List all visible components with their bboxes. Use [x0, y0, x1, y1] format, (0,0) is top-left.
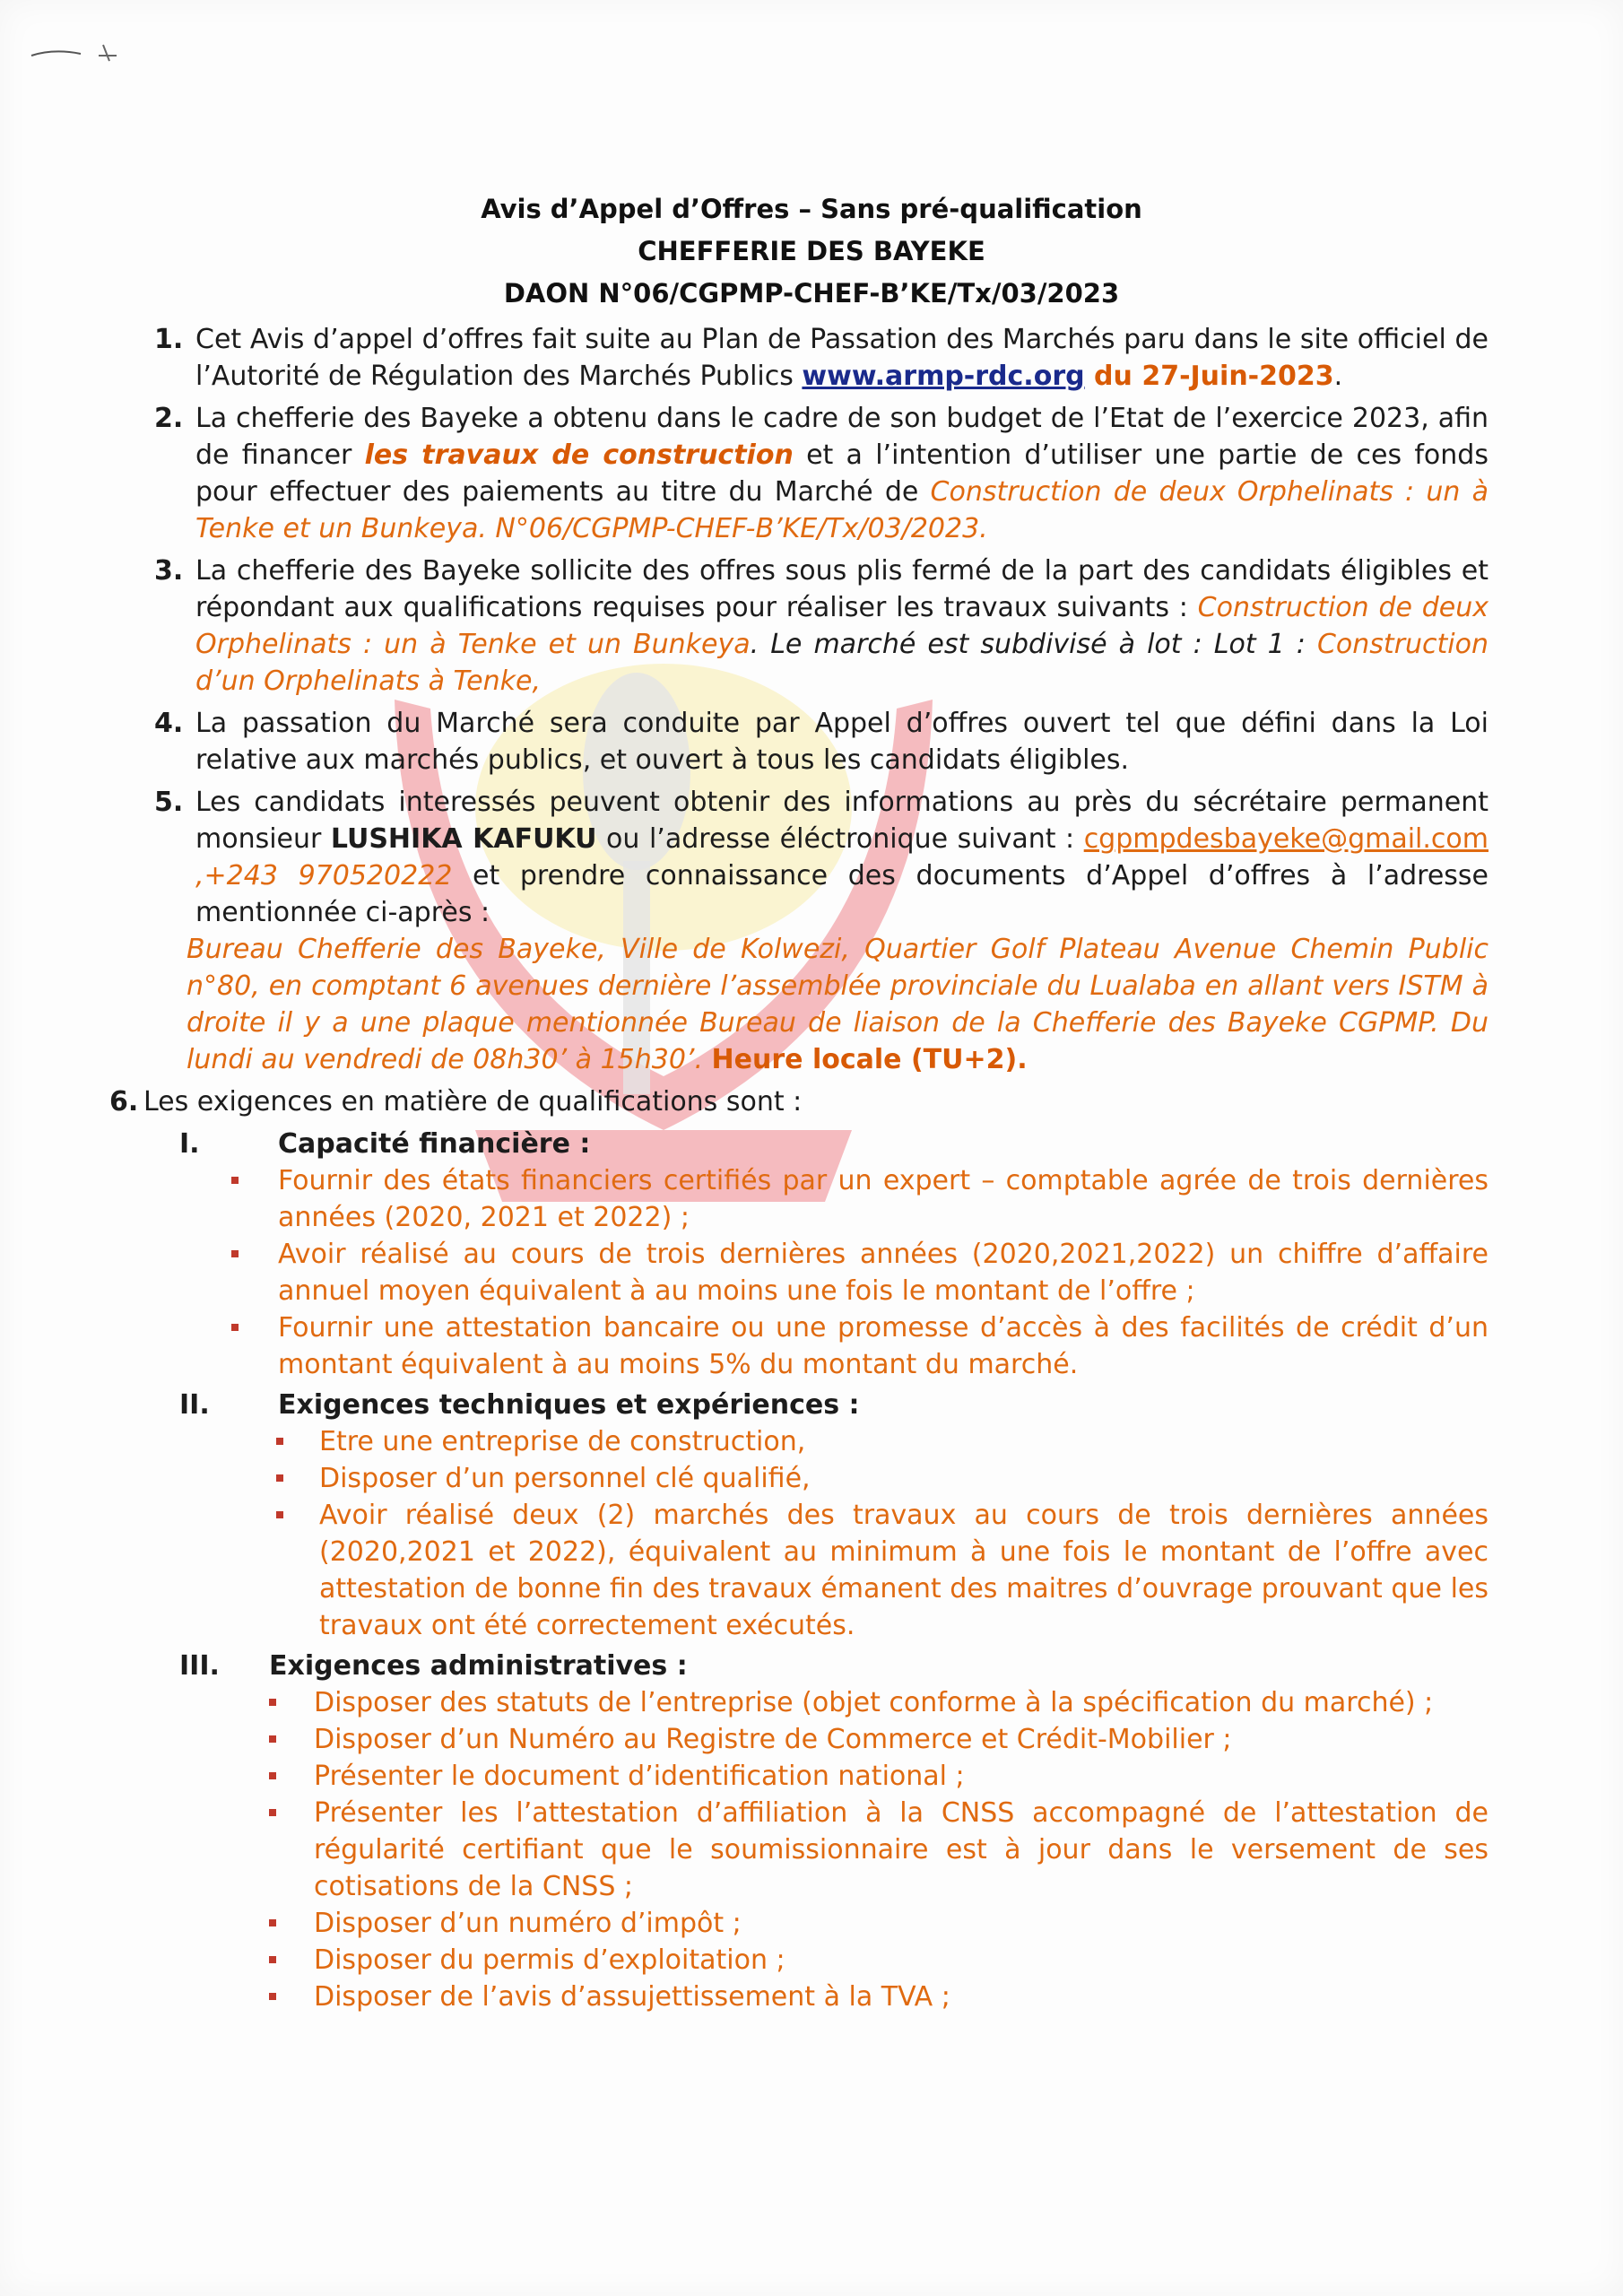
item-text: et a l’intention d’utiliser une partie de ces fonds pour effectuer des paiements au titre du Marché de [195, 439, 1488, 508]
list-item: Présenter le document d’identification national ; [143, 1758, 1488, 1795]
item-text: ou l’adresse éléctronique suivant : [596, 823, 1084, 855]
header-reference: DAON N°06/CGPMP-CHEF-B’KE/Tx/03/2023 [503, 278, 1120, 309]
item-text: Les exigences en matière de qualifications sont : [143, 1086, 803, 1118]
administrative-requirements-list [143, 1684, 1488, 2015]
item-text: La chefferie des Bayeke a obtenu dans le cadre de son budget de l’Etat de l’exercice 2023, afin de financer [195, 403, 1488, 471]
office-address: Bureau Chefferie des Bayeke, Ville de Kolwezi, Quartier Golf Plateau Avenue Chemin Public n°80, en comptant 6 avenues dernière l’assemblée provinciale du Lualaba en allant vers ISTM à droite il y a une plaque mentionnée Bureau de liaison de la Chefferie des Bayeke CGPMP. Du lundi au vendredi de 08h30’ à 15h30’. [187, 934, 1488, 1075]
list-item: Disposer de l’avis d’assujettissement à la TVA ; [143, 1979, 1488, 2015]
list-item: Etre une entreprise de construction, [143, 1423, 1488, 1460]
section-number: III. [179, 1650, 220, 1682]
technical-requirements-list [143, 1423, 1488, 1644]
item-number: 1. [154, 324, 184, 355]
local-time: Heure locale (TU+2). [711, 1044, 1028, 1075]
list-item: Disposer d’un personnel clé qualifié, [143, 1460, 1488, 1497]
scan-mark-icon [27, 36, 126, 72]
date-text: du 27-Juin-2023 [1084, 361, 1334, 392]
phone-number: ,+243 970520222 [195, 860, 453, 891]
item-lot: Construction d’un Orphelinats à Tenke, [195, 629, 1488, 697]
item-text: Les candidats interessés peuvent obtenir des informations au près du sécrétaire permanent monsieur [195, 787, 1488, 855]
section-number: I. [179, 1128, 200, 1160]
list-item: Disposer du permis d’exploitation ; [143, 1942, 1488, 1979]
document-body [109, 321, 1488, 2015]
list-item: Disposer des statuts de l’entreprise (objet conforme à la spécification du marché) ; [143, 1684, 1488, 1721]
section-title: Exigences techniques et expériences : [278, 1389, 860, 1421]
item-text: La passation du Marché sera conduite par Appel d’offres ouvert tel que défini dans la Loi relative aux marchés publics, et ouvert à tous les candidats éligibles. [195, 708, 1488, 776]
section-number: II. [179, 1389, 210, 1421]
email-link[interactable]: cgpmpdesbayeke@gmail.com [1083, 823, 1488, 855]
section-administrative-title [143, 1648, 1488, 1684]
item-project: Construction de deux Orphelinats : un à Tenke et un Bunkeya [195, 592, 1488, 660]
item-6 [99, 1083, 1488, 1120]
item-number: 3. [154, 555, 184, 587]
list-item: Présenter les l’attestation d’affiliation à la CNSS accompagné de l’attestation de régularité certifiant que le soumissionnaire est à jour dans le versement de ses cotisations de la CNSS ; [143, 1795, 1488, 1905]
item-text: La chefferie des Bayeke sollicite des offres sous plis fermé de la part des candidats éligibles et répondant aux qualifications requises pour réaliser les travaux suivants : [195, 555, 1488, 623]
section-title: Exigences administratives : [269, 1650, 688, 1682]
financial-requirements-list [143, 1162, 1488, 1383]
header-title: Avis d’Appel d’Offres – Sans pré-qualification [481, 194, 1142, 224]
list-item: Fournir des états financiers certifiés par un expert – comptable agrée de trois dernières années (2020, 2021 et 2022) ; [143, 1162, 1488, 1236]
list-item: Fournir une attestation bancaire ou une promesse d’accès à des facilités de crédit d’un montant équivalent à au moins 5% du montant du marché. [143, 1309, 1488, 1383]
header-entity: CHEFFERIE DES BAYEKE [638, 236, 985, 266]
list-item: Avoir réalisé deux (2) marchés des travaux au cours de trois dernières années (2020,2021 et 2022), équivalent au minimum à une fois le montant de l’offre avec attestation de bonne fin des travaux émanent des maitres d’ouvrage prouvant que les travaux ont été correctement exécutés. [143, 1497, 1488, 1644]
section-title: Capacité financière : [278, 1128, 591, 1160]
item-number: 5. [154, 787, 184, 818]
item-2 [143, 400, 1488, 547]
item-5 [143, 784, 1488, 1078]
armp-link[interactable]: www.armp-rdc.org [802, 361, 1085, 392]
contact-name: LUSHIKA KAFUKU [330, 823, 597, 855]
document-header [0, 188, 1623, 315]
item-emphasis: les travaux de construction [364, 439, 794, 471]
item-1 [143, 321, 1488, 395]
item-3 [143, 552, 1488, 700]
item-text-end: . [1333, 361, 1343, 392]
item-number: 6. [109, 1086, 139, 1118]
section-financial-title [143, 1126, 1488, 1162]
item-text: . Le marché est subdivisé à lot : Lot 1 : [750, 629, 1317, 660]
item-4 [143, 705, 1488, 778]
item-number: 4. [154, 708, 184, 739]
item-number: 2. [154, 403, 184, 434]
item-project: Construction de deux Orphelinats : un à Tenke et un Bunkeya. N°06/CGPMP-CHEF-B’KE/Tx/03/2023. [195, 476, 1488, 544]
item-text: Cet Avis d’appel d’offres fait suite au Plan de Passation des Marchés paru dans le site officiel de l’Autorité de Régulation des Marchés Publics [195, 324, 1488, 392]
section-technical-title [143, 1387, 1488, 1423]
item-text: et prendre connaissance des documents d’Appel d’offres à l’adresse mentionnée ci-après : [195, 860, 1488, 928]
list-item: Avoir réalisé au cours de trois dernières années (2020,2021,2022) un chiffre d’affaire annuel moyen équivalent à au moins une fois le montant de l’offre ; [143, 1236, 1488, 1309]
list-item: Disposer d’un numéro d’impôt ; [143, 1905, 1488, 1942]
list-item: Disposer d’un Numéro au Registre de Commerce et Crédit-Mobilier ; [143, 1721, 1488, 1758]
